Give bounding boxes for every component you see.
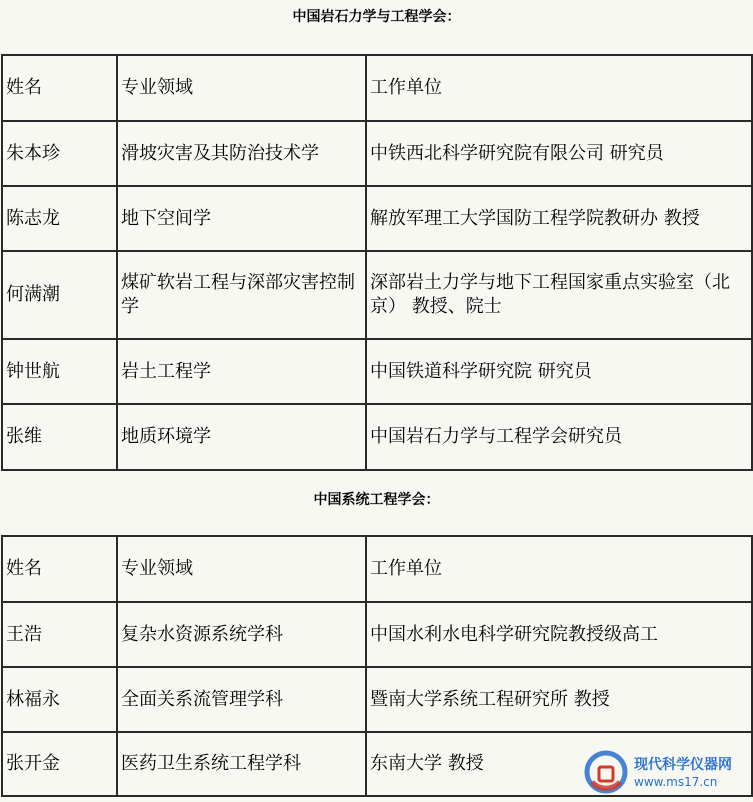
table-row [2,339,752,404]
table-row [2,602,752,667]
cell-name: 张维 [2,404,117,470]
cell-org: 中国岩石力学与工程学会研究员 [366,404,752,470]
cell-name: 何满潮 [2,251,117,339]
watermark-url: www.ms17.cn [634,775,718,789]
roster-table-rock-mechanics [1,54,753,471]
table-header-row [2,55,752,121]
section-title-systems-engineering: 中国系统工程学会： [313,492,440,508]
cell-name: 朱本珍 [2,121,117,186]
cell-field: 地下空间学 [117,186,366,251]
cell-org: 解放军理工大学国防工程学院教研办 教授 [366,186,752,251]
table-row [2,667,752,732]
section-title-rock-mechanics: 中国岩石力学与工程学会： [292,9,461,25]
cell-org: 深部岩土力学与地下工程国家重点实验室（北京） 教授、院士 [366,251,752,339]
table-header-row [2,536,752,602]
cell-name: 林福永 [2,667,117,732]
cell-name: 钟世航 [2,339,117,404]
header-org: 工作单位 [366,55,752,121]
table-row [2,404,752,470]
cell-field: 复杂水资源系统学科 [117,602,366,667]
table-row [2,251,752,339]
cell-field: 滑坡灾害及其防治技术学 [117,121,366,186]
cell-field: 医药卫生系统工程学科 [117,732,366,796]
cell-org: 中国铁道科学研究院 研究员 [366,339,752,404]
cell-name: 陈志龙 [2,186,117,251]
cell-org: 东南大学 教授 [366,732,752,796]
cell-name: 王浩 [2,602,117,667]
table-row [2,121,752,186]
header-field: 专业领域 [117,536,366,602]
cell-field: 地质环境学 [117,404,366,470]
watermark-site-name: 现代科学仪器网 [634,757,732,773]
header-field: 专业领域 [117,55,366,121]
cell-org: 中铁西北科学研究院有限公司 研究员 [366,121,752,186]
header-name: 姓名 [2,536,117,602]
cell-field: 煤矿软岩工程与深部灾害控制学 [117,251,366,339]
cell-field: 全面关系流管理学科 [117,667,366,732]
header-name: 姓名 [2,55,117,121]
gauge-logo-icon [582,748,630,796]
cell-org: 中国水利水电科学研究院教授级高工 [366,602,752,667]
site-watermark [582,748,750,796]
cell-name: 张开金 [2,732,117,796]
header-org: 工作单位 [366,536,752,602]
table-row [2,186,752,251]
cell-field: 岩土工程学 [117,339,366,404]
cell-org: 暨南大学系统工程研究所 教授 [366,667,752,732]
